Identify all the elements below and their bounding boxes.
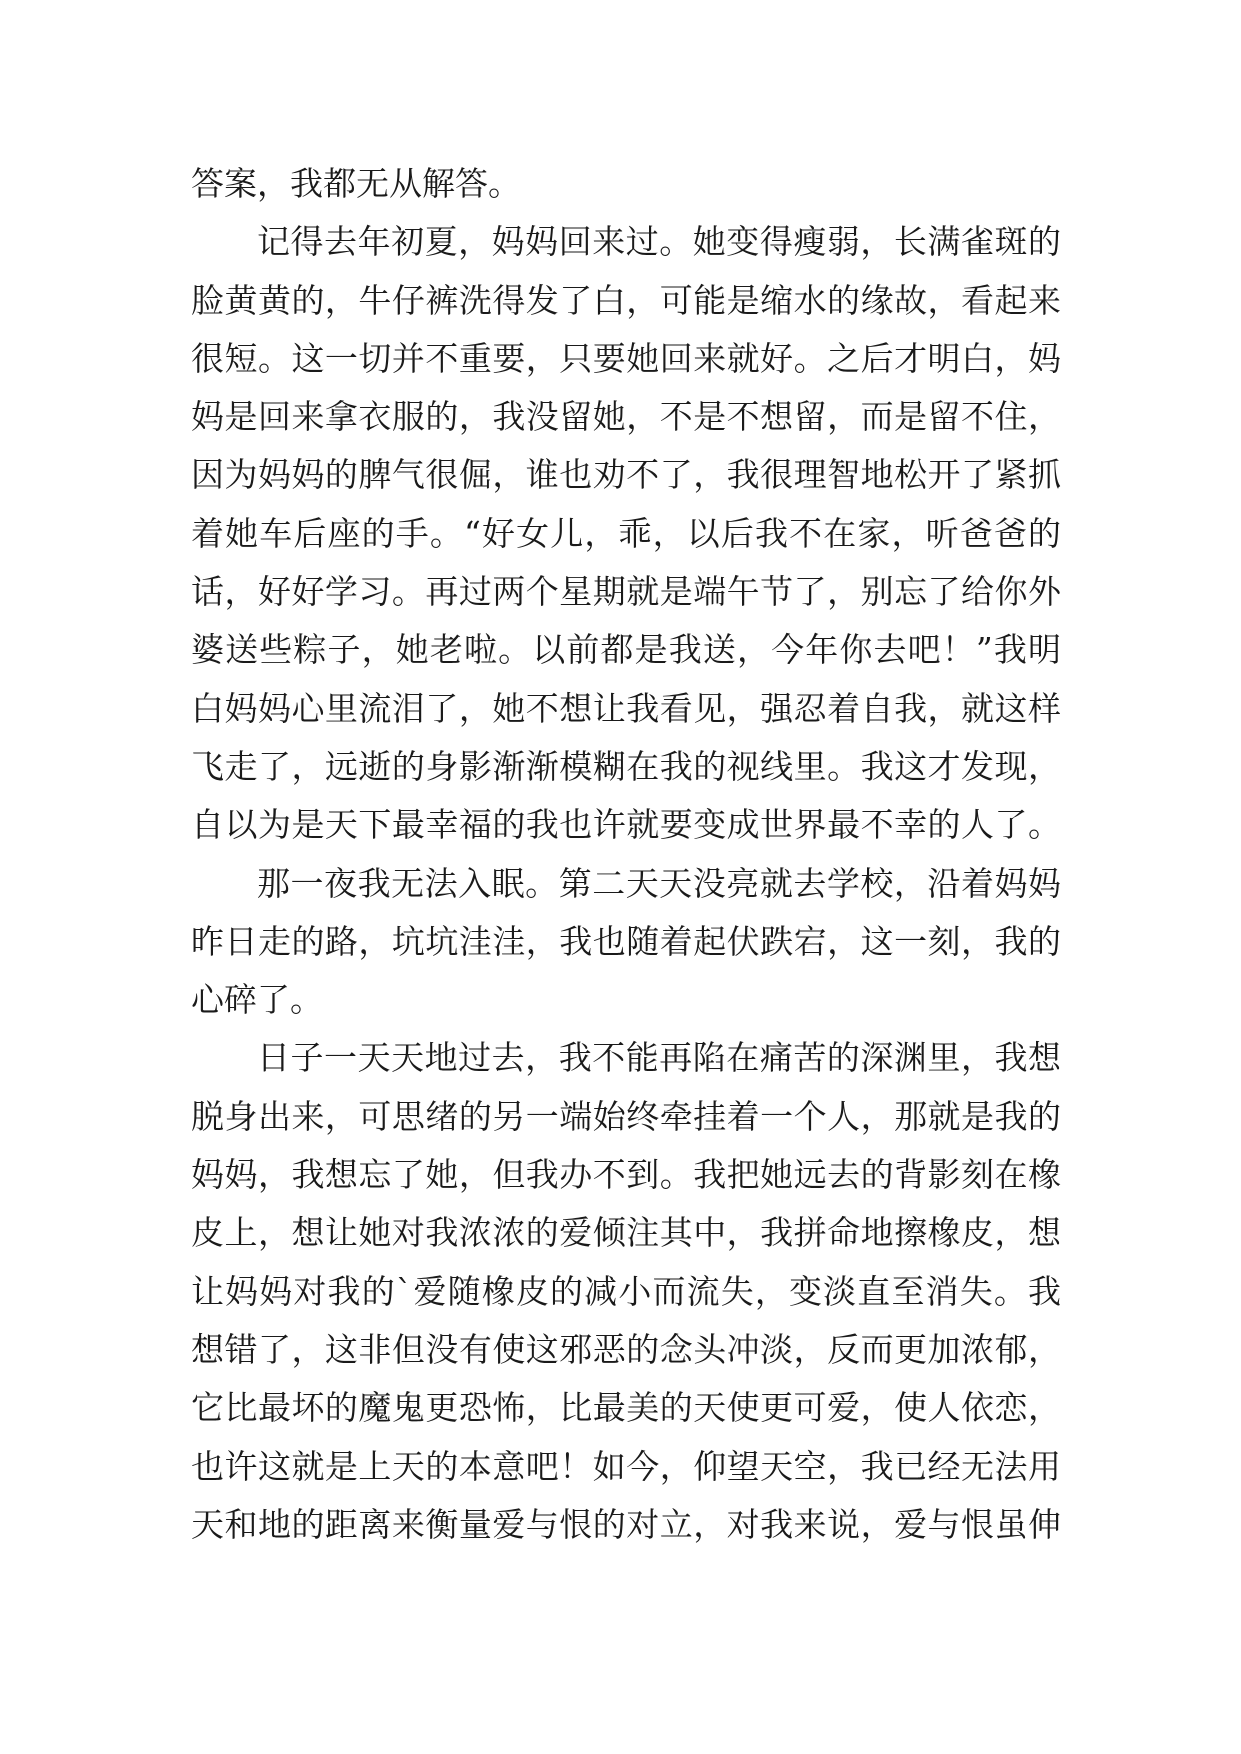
text-line: 脸黄黄的，牛仔裤洗得发了白，可能是缩水的缘故，看起来 <box>191 280 1061 320</box>
text-line: 妈妈，我想忘了她，但我办不到。我把她远去的背影刻在橡 <box>191 1155 1061 1195</box>
body-text <box>191 155 1061 1554</box>
paragraph-first-line: 那一夜我无法入眠。第二天天没亮就去学校，沿着妈妈 <box>257 863 1061 903</box>
text-line: 心碎了。 <box>191 980 323 1020</box>
text-line: 天和地的距离来衡量爱与恨的对立，对我来说，爱与恨虽伸 <box>191 1504 1061 1544</box>
text-line: 昨日走的路，坑坑洼洼，我也随着起伏跌宕，这一刻，我的 <box>191 921 1061 961</box>
text-line: 着她车后座的手。“好女儿，乖，以后我不在家，听爸爸的 <box>191 513 1061 553</box>
text-line: 也许这就是上天的本意吧！如今，仰望天空，我已经无法用 <box>191 1446 1061 1486</box>
text-line: 它比最坏的魔鬼更恐怖，比最美的天使更可爱，使人依恋， <box>191 1388 1061 1428</box>
text-line: 婆送些粽子，她老啦。以前都是我送，今年你去吧！”我明 <box>191 630 1061 670</box>
text-line: 妈是回来拿衣服的，我没留她，不是不想留，而是留不住， <box>191 397 1061 437</box>
text-line: 话，好好学习。再过两个星期就是端午节了，别忘了给你外 <box>191 572 1061 612</box>
text-line: 自以为是天下最幸福的我也许就要变成世界最不幸的人了。 <box>191 805 1061 845</box>
text-line: 答案，我都无从解答。 <box>191 164 521 203</box>
text-line: 想错了，这非但没有使这邪恶的念头冲淡，反而更加浓郁， <box>191 1329 1061 1369</box>
text-line: 白妈妈心里流泪了，她不想让我看见，强忍着自我，就这样 <box>191 688 1061 728</box>
paragraph-first-line: 记得去年初夏，妈妈回来过。她变得瘦弱，长满雀斑的 <box>257 222 1061 262</box>
text-line: 脱身出来，可思绪的另一端始终牵挂着一个人，那就是我的 <box>191 1096 1061 1136</box>
text-line: 让妈妈对我的`爱随橡皮的减小而流失，变淡直至消失。我 <box>191 1271 1061 1311</box>
text-line: 因为妈妈的脾气很倔，谁也劝不了，我很理智地松开了紧抓 <box>191 455 1061 495</box>
text-line: 很短。这一切并不重要，只要她回来就好。之后才明白，妈 <box>191 338 1061 378</box>
text-line: 飞走了，远逝的身影渐渐模糊在我的视线里。我这才发现， <box>191 746 1061 786</box>
paragraph-first-line: 日子一天天地过去，我不能再陷在痛苦的深渊里，我想 <box>257 1038 1061 1078</box>
text-line: 皮上，想让她对我浓浓的爱倾注其中，我拼命地擦橡皮，想 <box>191 1213 1061 1253</box>
